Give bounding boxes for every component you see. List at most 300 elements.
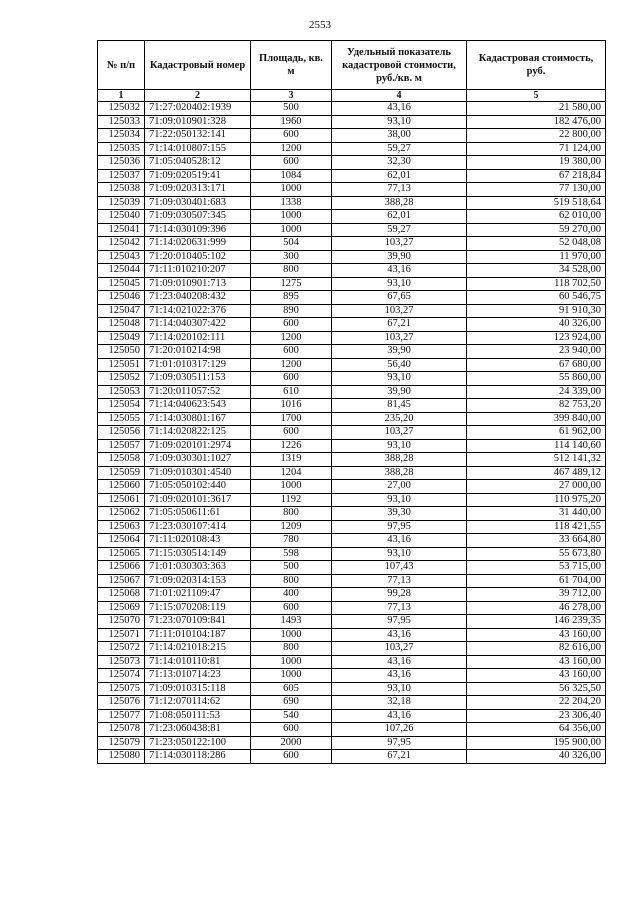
row-number-cell: 125061 bbox=[98, 493, 145, 507]
table-row bbox=[98, 574, 606, 588]
unit-value-cell: 67,21 bbox=[332, 750, 467, 764]
unit-value-cell: 103,27 bbox=[332, 304, 467, 318]
cadastral-value-cell: 22 204,20 bbox=[467, 696, 606, 710]
cadastral-value-cell: 512 141,32 bbox=[467, 453, 606, 467]
area-cell: 800 bbox=[251, 574, 332, 588]
area-cell: 1084 bbox=[251, 169, 332, 183]
unit-value-cell: 39,90 bbox=[332, 385, 467, 399]
row-number-cell: 125066 bbox=[98, 561, 145, 575]
row-number-cell: 125036 bbox=[98, 156, 145, 170]
area-cell: 600 bbox=[251, 372, 332, 386]
row-number-cell: 125068 bbox=[98, 588, 145, 602]
cadastral-value-cell: 55 673,80 bbox=[467, 547, 606, 561]
row-number-cell: 125033 bbox=[98, 115, 145, 129]
cadastral-number-cell: 71:09:010301:4540 bbox=[145, 466, 251, 480]
cadastral-value-cell: 71 124,00 bbox=[467, 142, 606, 156]
unit-value-cell: 93,10 bbox=[332, 493, 467, 507]
row-number-cell: 125062 bbox=[98, 507, 145, 521]
table-row bbox=[98, 736, 606, 750]
row-number-cell: 125051 bbox=[98, 358, 145, 372]
unit-value-cell: 103,27 bbox=[332, 237, 467, 251]
cadastral-value-cell: 55 860,00 bbox=[467, 372, 606, 386]
row-number-cell: 125075 bbox=[98, 682, 145, 696]
cadastral-number-cell: 71:12:070114:62 bbox=[145, 696, 251, 710]
table-row bbox=[98, 385, 606, 399]
row-number-cell: 125044 bbox=[98, 264, 145, 278]
unit-value-cell: 67,65 bbox=[332, 291, 467, 305]
table-row bbox=[98, 588, 606, 602]
unit-value-cell: 39,30 bbox=[332, 507, 467, 521]
cadastral-number-cell: 71:11:020108:43 bbox=[145, 534, 251, 548]
cadastral-number-cell: 71:09:030511:153 bbox=[145, 372, 251, 386]
header-unit-value: Удельный показатель кадастровой стоимости, руб./кв. м bbox=[332, 41, 467, 90]
area-cell: 1960 bbox=[251, 115, 332, 129]
area-cell: 1000 bbox=[251, 655, 332, 669]
cadastral-value-cell: 19 380,00 bbox=[467, 156, 606, 170]
row-number-cell: 125046 bbox=[98, 291, 145, 305]
cadastral-value-cell: 56 325,50 bbox=[467, 682, 606, 696]
unit-value-cell: 43,16 bbox=[332, 655, 467, 669]
table-row bbox=[98, 318, 606, 332]
table-row bbox=[98, 709, 606, 723]
cadastral-number-cell: 71:23:030107:414 bbox=[145, 520, 251, 534]
table-row bbox=[98, 669, 606, 683]
table-row bbox=[98, 642, 606, 656]
unit-value-cell: 27,00 bbox=[332, 480, 467, 494]
unit-value-cell: 62,01 bbox=[332, 169, 467, 183]
cadastral-value-cell: 46 278,00 bbox=[467, 601, 606, 615]
table-row bbox=[98, 115, 606, 129]
unit-value-cell: 39,90 bbox=[332, 345, 467, 359]
area-cell: 600 bbox=[251, 723, 332, 737]
area-cell: 600 bbox=[251, 426, 332, 440]
cadastral-number-cell: 71:09:030507:345 bbox=[145, 210, 251, 224]
table-row bbox=[98, 426, 606, 440]
unit-value-cell: 388,28 bbox=[332, 453, 467, 467]
cadastral-number-cell: 71:09:020313:171 bbox=[145, 183, 251, 197]
unit-value-cell: 43,16 bbox=[332, 534, 467, 548]
row-number-cell: 125053 bbox=[98, 385, 145, 399]
cadastral-value-cell: 91 910,30 bbox=[467, 304, 606, 318]
row-number-cell: 125052 bbox=[98, 372, 145, 386]
cadastral-number-cell: 71:08:050111:53 bbox=[145, 709, 251, 723]
row-number-cell: 125064 bbox=[98, 534, 145, 548]
row-number-cell: 125043 bbox=[98, 250, 145, 264]
cadastral-number-cell: 71:11:010210:207 bbox=[145, 264, 251, 278]
row-number-cell: 125047 bbox=[98, 304, 145, 318]
area-cell: 300 bbox=[251, 250, 332, 264]
cadastral-value-cell: 23 306,40 bbox=[467, 709, 606, 723]
row-number-cell: 125037 bbox=[98, 169, 145, 183]
table-row bbox=[98, 615, 606, 629]
cadastral-value-cell: 82 616,00 bbox=[467, 642, 606, 656]
area-cell: 600 bbox=[251, 156, 332, 170]
unit-value-cell: 67,21 bbox=[332, 318, 467, 332]
cadastral-value-cell: 24 339,00 bbox=[467, 385, 606, 399]
cadastral-value-cell: 43 160,00 bbox=[467, 628, 606, 642]
cadastral-number-cell: 71:14:020102:111 bbox=[145, 331, 251, 345]
unit-value-cell: 103,27 bbox=[332, 426, 467, 440]
table-row bbox=[98, 304, 606, 318]
row-number-cell: 125069 bbox=[98, 601, 145, 615]
unit-value-cell: 107,43 bbox=[332, 561, 467, 575]
unit-value-cell: 388,28 bbox=[332, 196, 467, 210]
unit-value-cell: 43,16 bbox=[332, 264, 467, 278]
row-number-cell: 125067 bbox=[98, 574, 145, 588]
cadastral-number-cell: 71:01:010317:129 bbox=[145, 358, 251, 372]
cadastral-value-cell: 399 840,00 bbox=[467, 412, 606, 426]
unit-value-cell: 235,20 bbox=[332, 412, 467, 426]
table-row bbox=[98, 345, 606, 359]
area-cell: 1016 bbox=[251, 399, 332, 413]
cadastral-number-cell: 71:22:050132:141 bbox=[145, 129, 251, 143]
unit-value-cell: 103,27 bbox=[332, 331, 467, 345]
row-number-cell: 125065 bbox=[98, 547, 145, 561]
table-row bbox=[98, 183, 606, 197]
cadastral-value-cell: 182 476,00 bbox=[467, 115, 606, 129]
row-number-cell: 125080 bbox=[98, 750, 145, 764]
cadastral-value-cell: 43 160,00 bbox=[467, 669, 606, 683]
cadastral-value-cell: 123 924,00 bbox=[467, 331, 606, 345]
unit-value-cell: 43,16 bbox=[332, 102, 467, 116]
cadastral-number-cell: 71:05:050102:440 bbox=[145, 480, 251, 494]
unit-value-cell: 43,16 bbox=[332, 669, 467, 683]
row-number-cell: 125077 bbox=[98, 709, 145, 723]
unit-value-cell: 93,10 bbox=[332, 682, 467, 696]
cadastral-value-cell: 22 800,00 bbox=[467, 129, 606, 143]
table-row bbox=[98, 493, 606, 507]
row-number-cell: 125079 bbox=[98, 736, 145, 750]
table-row bbox=[98, 142, 606, 156]
table-row bbox=[98, 723, 606, 737]
row-number-cell: 125063 bbox=[98, 520, 145, 534]
column-index: 5 bbox=[467, 90, 606, 102]
row-number-cell: 125038 bbox=[98, 183, 145, 197]
area-cell: 1275 bbox=[251, 277, 332, 291]
cadastral-value-cell: 61 962,00 bbox=[467, 426, 606, 440]
unit-value-cell: 97,95 bbox=[332, 736, 467, 750]
table-body bbox=[98, 102, 606, 764]
area-cell: 1000 bbox=[251, 210, 332, 224]
area-cell: 800 bbox=[251, 507, 332, 521]
table-row bbox=[98, 655, 606, 669]
cadastral-number-cell: 71:14:030118:286 bbox=[145, 750, 251, 764]
area-cell: 610 bbox=[251, 385, 332, 399]
table-row bbox=[98, 750, 606, 764]
row-number-cell: 125070 bbox=[98, 615, 145, 629]
area-cell: 540 bbox=[251, 709, 332, 723]
cadastral-number-cell: 71:09:010901:713 bbox=[145, 277, 251, 291]
table-row bbox=[98, 628, 606, 642]
row-number-cell: 125072 bbox=[98, 642, 145, 656]
row-number-cell: 125035 bbox=[98, 142, 145, 156]
table-row bbox=[98, 358, 606, 372]
cadastral-value-cell: 23 940,00 bbox=[467, 345, 606, 359]
cadastral-number-cell: 71:05:050611:61 bbox=[145, 507, 251, 521]
row-number-cell: 125058 bbox=[98, 453, 145, 467]
column-index-row bbox=[98, 90, 606, 102]
row-number-cell: 125054 bbox=[98, 399, 145, 413]
unit-value-cell: 59,27 bbox=[332, 142, 467, 156]
table-row bbox=[98, 507, 606, 521]
area-cell: 1192 bbox=[251, 493, 332, 507]
cadastral-number-cell: 71:14:030109:396 bbox=[145, 223, 251, 237]
cadastral-number-cell: 71:09:010901:328 bbox=[145, 115, 251, 129]
table-row bbox=[98, 534, 606, 548]
unit-value-cell: 97,95 bbox=[332, 520, 467, 534]
row-number-cell: 125050 bbox=[98, 345, 145, 359]
cadastral-number-cell: 71:14:020631:999 bbox=[145, 237, 251, 251]
table-row bbox=[98, 682, 606, 696]
area-cell: 800 bbox=[251, 264, 332, 278]
area-cell: 500 bbox=[251, 102, 332, 116]
area-cell: 600 bbox=[251, 750, 332, 764]
row-number-cell: 125034 bbox=[98, 129, 145, 143]
cadastral-number-cell: 71:01:030303:363 bbox=[145, 561, 251, 575]
unit-value-cell: 59,27 bbox=[332, 223, 467, 237]
cadastral-number-cell: 71:14:021018:215 bbox=[145, 642, 251, 656]
cadastral-value-cell: 53 715,00 bbox=[467, 561, 606, 575]
cadastral-number-cell: 71:20:010405:102 bbox=[145, 250, 251, 264]
table-row bbox=[98, 453, 606, 467]
cadastral-value-cell: 519 518,64 bbox=[467, 196, 606, 210]
cadastral-number-cell: 71:11:010104:187 bbox=[145, 628, 251, 642]
unit-value-cell: 93,10 bbox=[332, 372, 467, 386]
table-row bbox=[98, 250, 606, 264]
cadastral-value-cell: 27 000,00 bbox=[467, 480, 606, 494]
area-cell: 1493 bbox=[251, 615, 332, 629]
cadastral-number-cell: 71:14:020822:125 bbox=[145, 426, 251, 440]
cadastral-number-cell: 71:15:030514:149 bbox=[145, 547, 251, 561]
row-number-cell: 125055 bbox=[98, 412, 145, 426]
unit-value-cell: 81,45 bbox=[332, 399, 467, 413]
cadastral-value-cell: 33 664,80 bbox=[467, 534, 606, 548]
row-number-cell: 125059 bbox=[98, 466, 145, 480]
area-cell: 1226 bbox=[251, 439, 332, 453]
column-index: 4 bbox=[332, 90, 467, 102]
cadastral-number-cell: 71:01:021109:47 bbox=[145, 588, 251, 602]
area-cell: 1209 bbox=[251, 520, 332, 534]
cadastral-value-cell: 67 680,00 bbox=[467, 358, 606, 372]
cadastral-value-table bbox=[97, 40, 606, 764]
cadastral-number-cell: 71:23:060438:81 bbox=[145, 723, 251, 737]
table-row bbox=[98, 291, 606, 305]
unit-value-cell: 77,13 bbox=[332, 183, 467, 197]
area-cell: 605 bbox=[251, 682, 332, 696]
row-number-cell: 125078 bbox=[98, 723, 145, 737]
table-row bbox=[98, 520, 606, 534]
row-number-cell: 125039 bbox=[98, 196, 145, 210]
header-row-number: № п/п bbox=[98, 41, 145, 90]
area-cell: 1200 bbox=[251, 142, 332, 156]
row-number-cell: 125032 bbox=[98, 102, 145, 116]
column-index: 1 bbox=[98, 90, 145, 102]
unit-value-cell: 93,10 bbox=[332, 439, 467, 453]
cadastral-number-cell: 71:23:050122:100 bbox=[145, 736, 251, 750]
cadastral-number-cell: 71:13:010714:23 bbox=[145, 669, 251, 683]
cadastral-value-cell: 61 704,00 bbox=[467, 574, 606, 588]
area-cell: 1319 bbox=[251, 453, 332, 467]
header-cadastral-number: Кадастровый номер bbox=[145, 41, 251, 90]
row-number-cell: 125040 bbox=[98, 210, 145, 224]
area-cell: 1000 bbox=[251, 669, 332, 683]
cadastral-number-cell: 71:14:040307:422 bbox=[145, 318, 251, 332]
area-cell: 1200 bbox=[251, 358, 332, 372]
table-row bbox=[98, 264, 606, 278]
cadastral-number-cell: 71:14:010807:155 bbox=[145, 142, 251, 156]
cadastral-value-cell: 77 130,00 bbox=[467, 183, 606, 197]
cadastral-value-cell: 82 753,20 bbox=[467, 399, 606, 413]
area-cell: 800 bbox=[251, 642, 332, 656]
cadastral-value-cell: 11 970,00 bbox=[467, 250, 606, 264]
cadastral-value-cell: 40 326,00 bbox=[467, 750, 606, 764]
unit-value-cell: 38,00 bbox=[332, 129, 467, 143]
unit-value-cell: 93,10 bbox=[332, 547, 467, 561]
cadastral-value-cell: 62 010,00 bbox=[467, 210, 606, 224]
row-number-cell: 125074 bbox=[98, 669, 145, 683]
cadastral-number-cell: 71:14:030801:167 bbox=[145, 412, 251, 426]
header-cadastral-value: Кадастровая стоимость, руб. bbox=[467, 41, 606, 90]
cadastral-value-cell: 39 712,00 bbox=[467, 588, 606, 602]
unit-value-cell: 93,10 bbox=[332, 115, 467, 129]
area-cell: 895 bbox=[251, 291, 332, 305]
area-cell: 2000 bbox=[251, 736, 332, 750]
area-cell: 500 bbox=[251, 561, 332, 575]
cadastral-number-cell: 71:14:040623:543 bbox=[145, 399, 251, 413]
table-row bbox=[98, 372, 606, 386]
cadastral-value-cell: 31 440,00 bbox=[467, 507, 606, 521]
area-cell: 1000 bbox=[251, 628, 332, 642]
cadastral-number-cell: 71:09:010315:118 bbox=[145, 682, 251, 696]
unit-value-cell: 99,28 bbox=[332, 588, 467, 602]
area-cell: 1204 bbox=[251, 466, 332, 480]
unit-value-cell: 388,28 bbox=[332, 466, 467, 480]
table-row bbox=[98, 169, 606, 183]
area-cell: 600 bbox=[251, 601, 332, 615]
cadastral-value-cell: 114 140,60 bbox=[467, 439, 606, 453]
cadastral-number-cell: 71:23:040208:432 bbox=[145, 291, 251, 305]
cadastral-value-cell: 467 489,12 bbox=[467, 466, 606, 480]
table-row bbox=[98, 480, 606, 494]
row-number-cell: 125042 bbox=[98, 237, 145, 251]
cadastral-number-cell: 71:09:020519:41 bbox=[145, 169, 251, 183]
cadastral-value-cell: 146 239,35 bbox=[467, 615, 606, 629]
unit-value-cell: 32,18 bbox=[332, 696, 467, 710]
area-cell: 400 bbox=[251, 588, 332, 602]
unit-value-cell: 97,95 bbox=[332, 615, 467, 629]
header-area: Площадь, кв. м bbox=[251, 41, 332, 90]
unit-value-cell: 62,01 bbox=[332, 210, 467, 224]
cadastral-number-cell: 71:20:010214:98 bbox=[145, 345, 251, 359]
cadastral-value-cell: 67 218,84 bbox=[467, 169, 606, 183]
row-number-cell: 125076 bbox=[98, 696, 145, 710]
cadastral-value-cell: 195 900,00 bbox=[467, 736, 606, 750]
cadastral-number-cell: 71:09:030301:1027 bbox=[145, 453, 251, 467]
table-row bbox=[98, 156, 606, 170]
cadastral-value-cell: 118 702,50 bbox=[467, 277, 606, 291]
cadastral-number-cell: 71:09:020314:153 bbox=[145, 574, 251, 588]
area-cell: 1338 bbox=[251, 196, 332, 210]
column-index: 3 bbox=[251, 90, 332, 102]
unit-value-cell: 43,16 bbox=[332, 628, 467, 642]
area-cell: 598 bbox=[251, 547, 332, 561]
row-number-cell: 125048 bbox=[98, 318, 145, 332]
area-cell: 600 bbox=[251, 129, 332, 143]
table-row bbox=[98, 331, 606, 345]
unit-value-cell: 56,40 bbox=[332, 358, 467, 372]
table-row bbox=[98, 210, 606, 224]
table-row bbox=[98, 237, 606, 251]
unit-value-cell: 103,27 bbox=[332, 642, 467, 656]
column-index: 2 bbox=[145, 90, 251, 102]
unit-value-cell: 93,10 bbox=[332, 277, 467, 291]
row-number-cell: 125049 bbox=[98, 331, 145, 345]
cadastral-number-cell: 71:27:020402:1939 bbox=[145, 102, 251, 116]
table-row bbox=[98, 102, 606, 116]
row-number-cell: 125071 bbox=[98, 628, 145, 642]
cadastral-number-cell: 71:20:011057:52 bbox=[145, 385, 251, 399]
table-row bbox=[98, 466, 606, 480]
area-cell: 600 bbox=[251, 345, 332, 359]
cadastral-value-cell: 34 528,00 bbox=[467, 264, 606, 278]
cadastral-number-cell: 71:09:020101:3617 bbox=[145, 493, 251, 507]
table-header-row bbox=[98, 41, 606, 90]
unit-value-cell: 39,90 bbox=[332, 250, 467, 264]
cadastral-value-cell: 64 356,00 bbox=[467, 723, 606, 737]
area-cell: 1000 bbox=[251, 183, 332, 197]
row-number-cell: 125060 bbox=[98, 480, 145, 494]
unit-value-cell: 43,16 bbox=[332, 709, 467, 723]
area-cell: 1000 bbox=[251, 223, 332, 237]
table-row bbox=[98, 196, 606, 210]
unit-value-cell: 77,13 bbox=[332, 574, 467, 588]
cadastral-value-cell: 59 270,00 bbox=[467, 223, 606, 237]
cadastral-number-cell: 71:23:070109:841 bbox=[145, 615, 251, 629]
row-number-cell: 125073 bbox=[98, 655, 145, 669]
cadastral-number-cell: 71:05:040528:12 bbox=[145, 156, 251, 170]
area-cell: 600 bbox=[251, 318, 332, 332]
table-row bbox=[98, 223, 606, 237]
unit-value-cell: 107,26 bbox=[332, 723, 467, 737]
area-cell: 504 bbox=[251, 237, 332, 251]
table-row bbox=[98, 412, 606, 426]
area-cell: 1000 bbox=[251, 480, 332, 494]
cadastral-number-cell: 71:15:070208:119 bbox=[145, 601, 251, 615]
table-row bbox=[98, 601, 606, 615]
cadastral-value-cell: 118 421,55 bbox=[467, 520, 606, 534]
cadastral-number-cell: 71:09:030401:683 bbox=[145, 196, 251, 210]
table-row bbox=[98, 399, 606, 413]
area-cell: 890 bbox=[251, 304, 332, 318]
cadastral-number-cell: 71:14:010110:81 bbox=[145, 655, 251, 669]
row-number-cell: 125041 bbox=[98, 223, 145, 237]
table-row bbox=[98, 547, 606, 561]
table-row bbox=[98, 277, 606, 291]
row-number-cell: 125056 bbox=[98, 426, 145, 440]
row-number-cell: 125045 bbox=[98, 277, 145, 291]
cadastral-value-cell: 43 160,00 bbox=[467, 655, 606, 669]
table-row bbox=[98, 696, 606, 710]
cadastral-value-cell: 52 048,08 bbox=[467, 237, 606, 251]
cadastral-value-cell: 21 580,00 bbox=[467, 102, 606, 116]
cadastral-value-cell: 40 326,00 bbox=[467, 318, 606, 332]
area-cell: 1200 bbox=[251, 331, 332, 345]
area-cell: 690 bbox=[251, 696, 332, 710]
cadastral-value-cell: 60 546,75 bbox=[467, 291, 606, 305]
area-cell: 780 bbox=[251, 534, 332, 548]
row-number-cell: 125057 bbox=[98, 439, 145, 453]
cadastral-number-cell: 71:09:020101:2974 bbox=[145, 439, 251, 453]
